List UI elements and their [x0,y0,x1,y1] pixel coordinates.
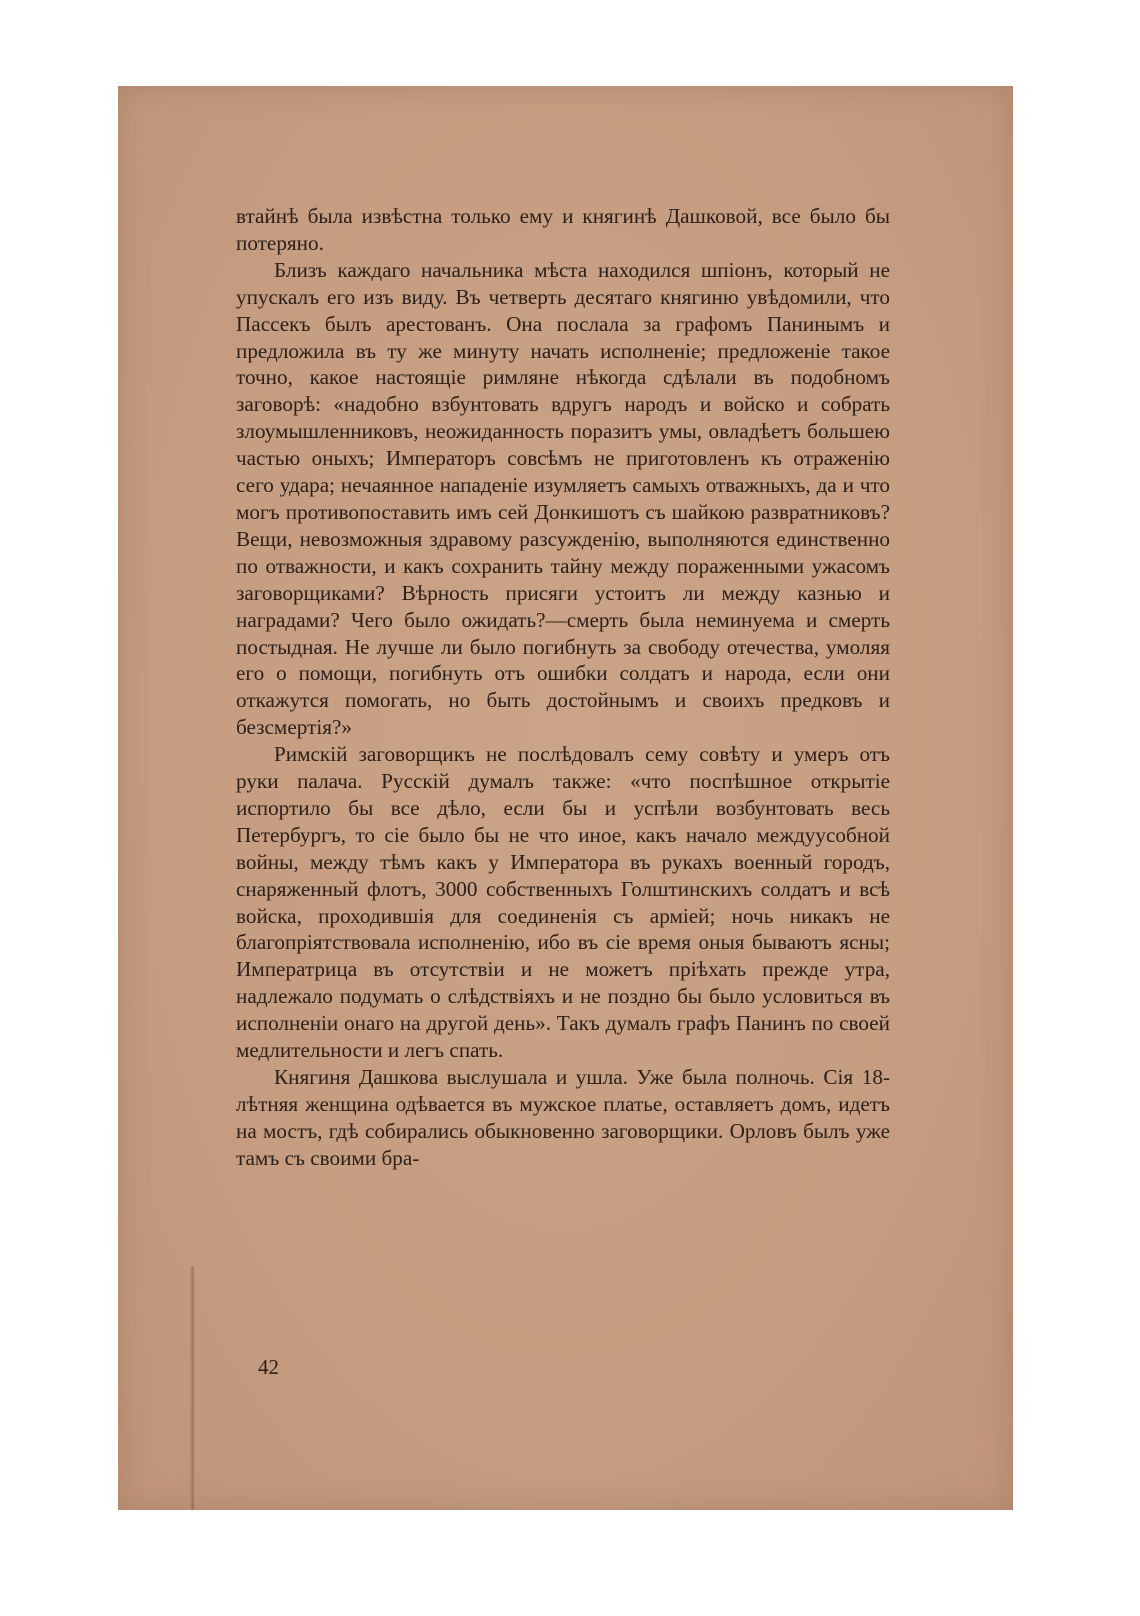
page-number: 42 [258,1355,279,1379]
paragraph: втайнѣ была извѣстна только ему и княгинѣ Дашковой, все было бы потеряно. [236,204,890,255]
paragraph: Княгиня Дашкова выслушала и ушла. Уже была полночь. Сія 18-лѣтняя женщина одѣвается въ мужское платье, оставляетъ домъ, идетъ на мостъ, гдѣ собирались обыкновенно заговорщики. Орловъ былъ уже тамъ съ своими бра- [236,1065,890,1170]
body-text [236,203,890,1172]
paragraph: Римскій заговорщикъ не послѣдовалъ сему совѣту и умеръ отъ руки палача. Русскій думалъ также: «что поспѣшное открытіе испортило бы все дѣло, если бы и успѣли возбунтовать весь Петербургъ, то сіе было бы не что иное, какъ начало междуусобной войны, между тѣмъ какъ у Императора въ рукахъ военный городъ, снаряженный флотъ, 3000 собственныхъ Голштинскихъ солдатъ и всѣ войска, проходившія для соединенія съ арміей; ночь никакъ не благопріятствовала исполненію, ибо въ сіе время оныя бываютъ ясны; Императрица въ отсутствіи и не можетъ пріѣхать прежде утра, надлежало подумать о слѣдствіяхъ и не поздно бы было условиться въ исполненіи онаго на другой день». Такъ думалъ графъ Панинъ по своей медлительности и легъ спать. [236,742,890,1063]
paragraph: Близъ каждаго начальника мѣста находился шпіонъ, который не упускалъ его изъ виду. Въ четверть десятаго княгиню увѣдомили, что Пассекъ былъ арестованъ. Она послала за графомъ Панинымъ и предложила въ ту же минуту начать исполненіе; предложеніе такое точно, какое настоящіе римляне нѣкогда сдѣлали въ подобномъ заговорѣ: «надобно взбунтовать вдругъ народъ и войско и собрать злоумышленниковъ, неожиданность поразитъ умы, овладѣетъ большею частью оныхъ; Императоръ совсѣмъ не приготовленъ къ отраженію сего удара; нечаянное нападеніе изумляетъ самыхъ отважныхъ, да и что могъ противопоставить имъ сей Донкишотъ съ шайкою развратниковъ? Вещи, невозможныя здравому разсужденію, выполняются единственно по отважности, и какъ сохранить тайну между пораженными ужасомъ заговорщиками? Вѣрность присяги устоитъ ли между казнью и наградами? Чего было ожидать?—смерть была неминуема и смерть постыдная. Не лучше ли было погибнуть за свободу отечества, умоляя его о помощи, погибнуть отъ ошибки солдатъ и народа, если они откажутся помогать, но быть достойнымъ и своихъ предковъ и безсмертія?» [236,257,890,740]
book-page [118,86,1013,1510]
binding-shadow [190,1266,195,1510]
